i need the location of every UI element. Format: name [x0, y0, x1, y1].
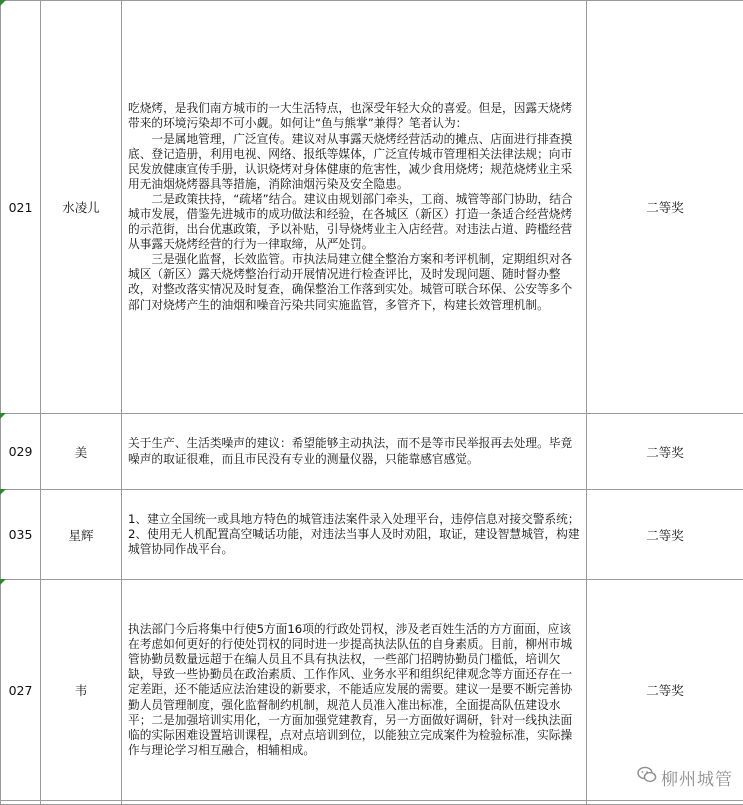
suggestion-text — [122, 490, 587, 580]
award-level: 二等奖 — [587, 580, 743, 801]
cell-marker — [0, 413, 6, 419]
entry-id: 029 — [1, 414, 41, 490]
award-level: 二等奖 — [587, 1, 743, 414]
table-row — [1, 414, 743, 490]
cell-marker — [0, 0, 6, 6]
suggestion-paragraph: 三是强化监督，长效监管。市执法局建立健全整治方案和考评机制，定期组织对各城区（新区）露天烧烤整治行动开展情况进行检查评比，及时发现问题、随时督办整改，对整改落实情况及时复查，确保整治工作落到实处。城管可联合环保、公安等多个部门对烧烤产生的油烟和噪音污染共同实施监管，多管齐下，构建长效管理机制。 — [128, 252, 580, 312]
watermark-text: 柳州城管 — [661, 765, 733, 790]
table-row — [1, 1, 743, 414]
suggestion-paragraph: 关于生产、生活类噪声的建议：希望能够主动执法，而不是等市民举报再去处理。毕竟噪声的取证很难，而且市民没有专业的测量仪器，只能靠感官感觉。 — [128, 436, 580, 466]
award-level: 二等奖 — [587, 490, 743, 580]
entry-id: 027 — [1, 580, 41, 801]
cell-marker — [0, 489, 6, 495]
suggestion-paragraph: 1、建立全国统一或具地方特色的城管违法案件录入处理平台，违停信息对接交警系统；2、使用无人机配置高空喊话功能，对违法当事人及时劝阻，取证，建设智慧城管，构建城管协同作战平台。 — [128, 512, 580, 557]
author-name: 星辉 — [41, 490, 122, 580]
entry-id: 021 — [1, 1, 41, 414]
author-name: 韦 — [41, 580, 122, 801]
watermark — [637, 765, 733, 790]
suggestion-paragraph: 执法部门今后将集中行使5方面16项的行政处罚权，涉及老百姓生活的方方面面，应该在考虑如何更好的行使处罚权的同时进一步提高执法队伍的自身素质。目前，柳州市城管协勤员数量远超于在编人员且不具有执法权，一些部门招聘协勤员门槛低，培训欠缺，导致一些协勤员在政治素质、工作作风、业务水平和组织纪律观念等方面还存在一定差距，还不能适应法治建设的新要求，不能适应发展的需要。建议一是要不断完善协勤人员管理制度，强化监督制约机制，规范人员准入准出标准，全面提高队伍建设水平；二是加强培训实用化，一方面加强党建教育，另一方面做好调研，针对一线执法面临的实际困难设置培训课程，点对点培训到位，以能独立完成案件为检验标准，实际操作与理论学习相互融合，相辅相成。 — [128, 622, 580, 758]
table-row — [1, 580, 743, 801]
suggestion-text — [122, 1, 587, 414]
suggestion-paragraph: 一是属地管理，广泛宣传。建议对从事露天烧烤经营活动的摊点、店面进行排查摸底、登记造册，利用电视、网络、报纸等媒体，广泛宣传城市管理相关法律法规；向市民发放健康宣传手册，认识烧烤对身体健康的危害性，减少食用烧烤；规范烧烤业主采用无油烟烧烤器具等措施，消除油烟污染及安全隐患。 — [128, 132, 580, 192]
author-name: 美 — [41, 414, 122, 490]
suggestion-paragraph: 吃烧烤，是我们南方城市的一大生活特点，也深受年轻大众的喜爱。但是，因露天烧烤带来的环境污染却不可小觑。如何让“鱼与熊掌”兼得？笔者认为： — [128, 101, 580, 131]
author-name: 水凌儿 — [41, 1, 122, 414]
wechat-icon — [637, 766, 661, 789]
table-row — [1, 490, 743, 580]
suggestion-text — [122, 580, 587, 801]
entry-id: 035 — [1, 490, 41, 580]
suggestion-text — [122, 414, 587, 490]
cell-marker — [0, 579, 6, 585]
award-level: 二等奖 — [587, 414, 743, 490]
suggestion-paragraph: 二是政策扶持，“疏堵”结合。建议由规划部门牵头，工商、城管等部门协助，结合城市发展，借鉴先进城市的成功做法和经验，在各城区（新区）打造一条适合经营烧烤的示范街，出台优惠政策，予以补贴，引导烧烤业主入店经营。对违法占道、跨槛经营从事露天烧烤经营的行为一律取缔，从严处罚。 — [128, 192, 580, 252]
